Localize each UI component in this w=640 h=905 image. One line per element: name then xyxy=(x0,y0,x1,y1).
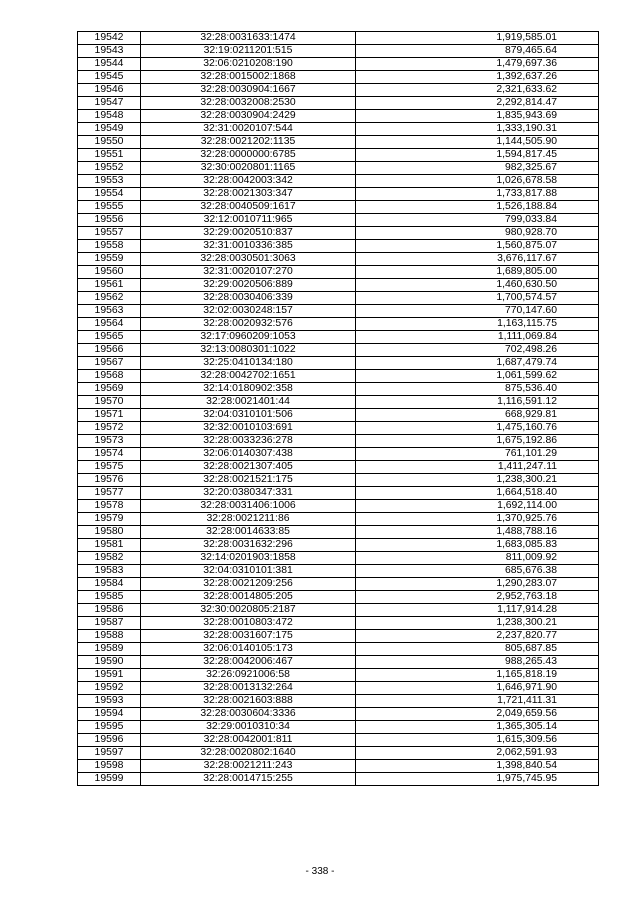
amount-cell: 1,392,637.26 xyxy=(356,71,599,84)
row-number-cell: 19591 xyxy=(78,669,141,682)
amount-cell: 1,560,875.07 xyxy=(356,240,599,253)
cadastral-number-cell: 32:28:0021202:1135 xyxy=(141,136,356,149)
amount-cell: 1,475,160.76 xyxy=(356,422,599,435)
table-row xyxy=(78,409,599,422)
table-row xyxy=(78,123,599,136)
page-number: - 338 - xyxy=(305,866,335,877)
amount-cell: 982,325.67 xyxy=(356,162,599,175)
table-row xyxy=(78,435,599,448)
cadastral-number-cell: 32:04:0310101:381 xyxy=(141,565,356,578)
table-row xyxy=(78,357,599,370)
row-number-cell: 19555 xyxy=(78,201,141,214)
row-number-cell: 19588 xyxy=(78,630,141,643)
row-number-cell: 19551 xyxy=(78,149,141,162)
amount-cell: 1,238,300.21 xyxy=(356,617,599,630)
table-row xyxy=(78,149,599,162)
table-row xyxy=(78,682,599,695)
cadastral-number-cell: 32:28:0010803:472 xyxy=(141,617,356,630)
amount-cell: 1,111,069.84 xyxy=(356,331,599,344)
row-number-cell: 19584 xyxy=(78,578,141,591)
amount-cell: 811,009.92 xyxy=(356,552,599,565)
cadastral-number-cell: 32:28:0030406:339 xyxy=(141,292,356,305)
amount-cell: 1,061,599.62 xyxy=(356,370,599,383)
amount-cell: 988,265.43 xyxy=(356,656,599,669)
cadastral-number-cell: 32:28:0042702:1651 xyxy=(141,370,356,383)
row-number-cell: 19592 xyxy=(78,682,141,695)
row-number-cell: 19580 xyxy=(78,526,141,539)
amount-cell: 2,062,591.93 xyxy=(356,747,599,760)
row-number-cell: 19543 xyxy=(78,45,141,58)
table-row xyxy=(78,526,599,539)
amount-cell: 1,460,630.50 xyxy=(356,279,599,292)
cadastral-number-cell: 32:28:0040509:1617 xyxy=(141,201,356,214)
cadastral-number-cell: 32:28:0020802:1640 xyxy=(141,747,356,760)
table-row xyxy=(78,97,599,110)
amount-cell: 702,498.26 xyxy=(356,344,599,357)
table-row xyxy=(78,279,599,292)
row-number-cell: 19547 xyxy=(78,97,141,110)
cadastral-number-cell: 32:28:0042001:811 xyxy=(141,734,356,747)
amount-cell: 1,526,188.84 xyxy=(356,201,599,214)
cadastral-number-cell: 32:28:0021211:86 xyxy=(141,513,356,526)
amount-cell: 799,033.84 xyxy=(356,214,599,227)
row-number-cell: 19596 xyxy=(78,734,141,747)
cadastral-number-cell: 32:28:0021401:44 xyxy=(141,396,356,409)
amount-cell: 770,147.60 xyxy=(356,305,599,318)
amount-cell: 1,238,300.21 xyxy=(356,474,599,487)
amount-cell: 875,536.40 xyxy=(356,383,599,396)
row-number-cell: 19561 xyxy=(78,279,141,292)
amount-cell: 761,101.29 xyxy=(356,448,599,461)
table-row xyxy=(78,331,599,344)
table-row xyxy=(78,474,599,487)
table-row xyxy=(78,136,599,149)
cadastral-number-cell: 32:28:0042006:467 xyxy=(141,656,356,669)
row-number-cell: 19542 xyxy=(78,32,141,45)
amount-cell: 2,237,820.77 xyxy=(356,630,599,643)
cadastral-number-cell: 32:28:0020932:576 xyxy=(141,318,356,331)
amount-cell: 1,165,818.19 xyxy=(356,669,599,682)
table-row xyxy=(78,84,599,97)
cadastral-number-cell: 32:28:0031633:1474 xyxy=(141,32,356,45)
amount-cell: 1,116,591.12 xyxy=(356,396,599,409)
row-number-cell: 19566 xyxy=(78,344,141,357)
table-row xyxy=(78,305,599,318)
table-row xyxy=(78,604,599,617)
table-row xyxy=(78,422,599,435)
cadastral-number-cell: 32:04:0310101:506 xyxy=(141,409,356,422)
table-row xyxy=(78,656,599,669)
table-row xyxy=(78,71,599,84)
row-number-cell: 19577 xyxy=(78,487,141,500)
cadastral-number-cell: 32:28:0032008:2530 xyxy=(141,97,356,110)
cadastral-number-cell: 32:28:0033236:278 xyxy=(141,435,356,448)
amount-cell: 1,479,697.36 xyxy=(356,58,599,71)
table-row xyxy=(78,773,599,786)
cadastral-number-cell: 32:29:0010310:34 xyxy=(141,721,356,734)
amount-cell: 2,292,814.47 xyxy=(356,97,599,110)
cadastral-number-cell: 32:14:0201903:1858 xyxy=(141,552,356,565)
row-number-cell: 19573 xyxy=(78,435,141,448)
cadastral-number-cell: 32:28:0015002:1868 xyxy=(141,71,356,84)
table-row xyxy=(78,617,599,630)
row-number-cell: 19569 xyxy=(78,383,141,396)
amount-cell: 1,333,190.31 xyxy=(356,123,599,136)
table-body xyxy=(78,32,599,786)
cadastral-number-cell: 32:31:0010336:385 xyxy=(141,240,356,253)
cadastral-number-cell: 32:14:0180902:358 xyxy=(141,383,356,396)
cadastral-number-cell: 32:29:0020510:837 xyxy=(141,227,356,240)
row-number-cell: 19558 xyxy=(78,240,141,253)
cadastral-number-cell: 32:28:0000000:6785 xyxy=(141,149,356,162)
row-number-cell: 19568 xyxy=(78,370,141,383)
row-number-cell: 19597 xyxy=(78,747,141,760)
row-number-cell: 19546 xyxy=(78,84,141,97)
cadastral-number-cell: 32:30:0020801:1165 xyxy=(141,162,356,175)
amount-cell: 1,692,114.00 xyxy=(356,500,599,513)
table-row xyxy=(78,708,599,721)
cadastral-number-cell: 32:28:0021307:405 xyxy=(141,461,356,474)
table-row xyxy=(78,318,599,331)
table-row xyxy=(78,383,599,396)
amount-cell: 2,952,763.18 xyxy=(356,591,599,604)
cadastral-number-cell: 32:28:0014715:255 xyxy=(141,773,356,786)
cadastral-number-cell: 32:32:0010103:691 xyxy=(141,422,356,435)
amount-cell: 1,975,745.95 xyxy=(356,773,599,786)
row-number-cell: 19599 xyxy=(78,773,141,786)
amount-cell: 1,365,305.14 xyxy=(356,721,599,734)
table-row xyxy=(78,513,599,526)
cadastral-number-cell: 32:17:0960209:1053 xyxy=(141,331,356,344)
table-row xyxy=(78,370,599,383)
table-row xyxy=(78,162,599,175)
amount-cell: 2,049,659.56 xyxy=(356,708,599,721)
cadastral-number-cell: 32:28:0031632:296 xyxy=(141,539,356,552)
row-number-cell: 19567 xyxy=(78,357,141,370)
row-number-cell: 19564 xyxy=(78,318,141,331)
cadastral-number-cell: 32:28:0013132:264 xyxy=(141,682,356,695)
table-row xyxy=(78,760,599,773)
row-number-cell: 19549 xyxy=(78,123,141,136)
data-table xyxy=(77,31,599,786)
amount-cell: 1,733,817.88 xyxy=(356,188,599,201)
table-row xyxy=(78,227,599,240)
table-row xyxy=(78,630,599,643)
amount-cell: 1,646,971.90 xyxy=(356,682,599,695)
cadastral-number-cell: 32:28:0042003:342 xyxy=(141,175,356,188)
amount-cell: 1,835,943.69 xyxy=(356,110,599,123)
cadastral-number-cell: 32:12:0010711:965 xyxy=(141,214,356,227)
row-number-cell: 19589 xyxy=(78,643,141,656)
cadastral-number-cell: 32:28:0030904:1667 xyxy=(141,84,356,97)
row-number-cell: 19579 xyxy=(78,513,141,526)
cadastral-number-cell: 32:25:0410134:180 xyxy=(141,357,356,370)
cadastral-number-cell: 32:02:0030248:157 xyxy=(141,305,356,318)
amount-cell: 980,928.70 xyxy=(356,227,599,240)
table-row xyxy=(78,58,599,71)
table-row xyxy=(78,643,599,656)
row-number-cell: 19583 xyxy=(78,565,141,578)
table-row xyxy=(78,721,599,734)
amount-cell: 879,465.64 xyxy=(356,45,599,58)
amount-cell: 1,689,805.00 xyxy=(356,266,599,279)
row-number-cell: 19570 xyxy=(78,396,141,409)
row-number-cell: 19578 xyxy=(78,500,141,513)
amount-cell: 1,026,678.58 xyxy=(356,175,599,188)
table-row xyxy=(78,266,599,279)
table-row xyxy=(78,695,599,708)
row-number-cell: 19582 xyxy=(78,552,141,565)
cadastral-number-cell: 32:28:0014633:85 xyxy=(141,526,356,539)
row-number-cell: 19550 xyxy=(78,136,141,149)
table-row xyxy=(78,292,599,305)
cadastral-number-cell: 32:29:0020506:889 xyxy=(141,279,356,292)
cadastral-number-cell: 32:28:0030904:2429 xyxy=(141,110,356,123)
amount-cell: 1,687,479.74 xyxy=(356,357,599,370)
amount-cell: 1,144,505.90 xyxy=(356,136,599,149)
cadastral-number-cell: 32:26:0921006:58 xyxy=(141,669,356,682)
amount-cell: 1,290,283.07 xyxy=(356,578,599,591)
amount-cell: 1,370,925.76 xyxy=(356,513,599,526)
cadastral-number-cell: 32:06:0140307:438 xyxy=(141,448,356,461)
table-row xyxy=(78,734,599,747)
cadastral-number-cell: 32:28:0021521:175 xyxy=(141,474,356,487)
amount-cell: 1,615,309.56 xyxy=(356,734,599,747)
cadastral-number-cell: 32:28:0030501:3063 xyxy=(141,253,356,266)
table-row xyxy=(78,591,599,604)
table-row xyxy=(78,448,599,461)
row-number-cell: 19590 xyxy=(78,656,141,669)
row-number-cell: 19559 xyxy=(78,253,141,266)
row-number-cell: 19585 xyxy=(78,591,141,604)
amount-cell: 1,117,914.28 xyxy=(356,604,599,617)
row-number-cell: 19574 xyxy=(78,448,141,461)
row-number-cell: 19548 xyxy=(78,110,141,123)
table-row xyxy=(78,214,599,227)
amount-cell: 1,721,411.31 xyxy=(356,695,599,708)
row-number-cell: 19545 xyxy=(78,71,141,84)
table-row xyxy=(78,188,599,201)
table-row xyxy=(78,461,599,474)
amount-cell: 2,321,633.62 xyxy=(356,84,599,97)
table-row xyxy=(78,45,599,58)
row-number-cell: 19563 xyxy=(78,305,141,318)
table-row xyxy=(78,500,599,513)
table-row xyxy=(78,396,599,409)
row-number-cell: 19587 xyxy=(78,617,141,630)
row-number-cell: 19556 xyxy=(78,214,141,227)
cadastral-number-cell: 32:19:0211201:515 xyxy=(141,45,356,58)
cadastral-number-cell: 32:28:0021603:888 xyxy=(141,695,356,708)
row-number-cell: 19586 xyxy=(78,604,141,617)
row-number-cell: 19593 xyxy=(78,695,141,708)
row-number-cell: 19576 xyxy=(78,474,141,487)
row-number-cell: 19544 xyxy=(78,58,141,71)
cadastral-number-cell: 32:28:0014805:205 xyxy=(141,591,356,604)
cadastral-number-cell: 32:28:0021303:347 xyxy=(141,188,356,201)
amount-cell: 3,676,117.67 xyxy=(356,253,599,266)
cadastral-number-cell: 32:31:0020107:270 xyxy=(141,266,356,279)
row-number-cell: 19575 xyxy=(78,461,141,474)
table-row xyxy=(78,110,599,123)
cadastral-number-cell: 32:28:0031607:175 xyxy=(141,630,356,643)
cadastral-number-cell: 32:28:0030604:3336 xyxy=(141,708,356,721)
amount-cell: 1,411,247.11 xyxy=(356,461,599,474)
cadastral-number-cell: 32:30:0020805:2187 xyxy=(141,604,356,617)
row-number-cell: 19554 xyxy=(78,188,141,201)
row-number-cell: 19557 xyxy=(78,227,141,240)
table-row xyxy=(78,552,599,565)
amount-cell: 685,676.38 xyxy=(356,565,599,578)
cadastral-number-cell: 32:28:0021211:243 xyxy=(141,760,356,773)
cadastral-number-cell: 32:20:0380347:331 xyxy=(141,487,356,500)
table-row xyxy=(78,344,599,357)
amount-cell: 1,163,115.75 xyxy=(356,318,599,331)
amount-cell: 1,675,192.86 xyxy=(356,435,599,448)
table-row xyxy=(78,175,599,188)
table-row xyxy=(78,201,599,214)
table-row xyxy=(78,578,599,591)
row-number-cell: 19581 xyxy=(78,539,141,552)
amount-cell: 668,929.81 xyxy=(356,409,599,422)
amount-cell: 1,664,518.40 xyxy=(356,487,599,500)
amount-cell: 1,488,788.16 xyxy=(356,526,599,539)
cadastral-number-cell: 32:06:0210208:190 xyxy=(141,58,356,71)
amount-cell: 1,398,840.54 xyxy=(356,760,599,773)
table-row xyxy=(78,253,599,266)
row-number-cell: 19571 xyxy=(78,409,141,422)
table-row xyxy=(78,487,599,500)
amount-cell: 1,919,585.01 xyxy=(356,32,599,45)
amount-cell: 1,683,085.83 xyxy=(356,539,599,552)
row-number-cell: 19552 xyxy=(78,162,141,175)
table-row xyxy=(78,669,599,682)
row-number-cell: 19572 xyxy=(78,422,141,435)
row-number-cell: 19562 xyxy=(78,292,141,305)
amount-cell: 805,687.85 xyxy=(356,643,599,656)
cadastral-number-cell: 32:31:0020107:544 xyxy=(141,123,356,136)
row-number-cell: 19553 xyxy=(78,175,141,188)
cadastral-number-cell: 32:28:0031406:1006 xyxy=(141,500,356,513)
row-number-cell: 19595 xyxy=(78,721,141,734)
amount-cell: 1,594,817.45 xyxy=(356,149,599,162)
cadastral-number-cell: 32:13:0080301:1022 xyxy=(141,344,356,357)
table-row xyxy=(78,747,599,760)
row-number-cell: 19565 xyxy=(78,331,141,344)
table-row xyxy=(78,32,599,45)
table-row xyxy=(78,565,599,578)
row-number-cell: 19594 xyxy=(78,708,141,721)
amount-cell: 1,700,574.57 xyxy=(356,292,599,305)
cadastral-number-cell: 32:06:0140105:173 xyxy=(141,643,356,656)
row-number-cell: 19598 xyxy=(78,760,141,773)
table-row xyxy=(78,240,599,253)
cadastral-number-cell: 32:28:0021209:256 xyxy=(141,578,356,591)
row-number-cell: 19560 xyxy=(78,266,141,279)
table-row xyxy=(78,539,599,552)
